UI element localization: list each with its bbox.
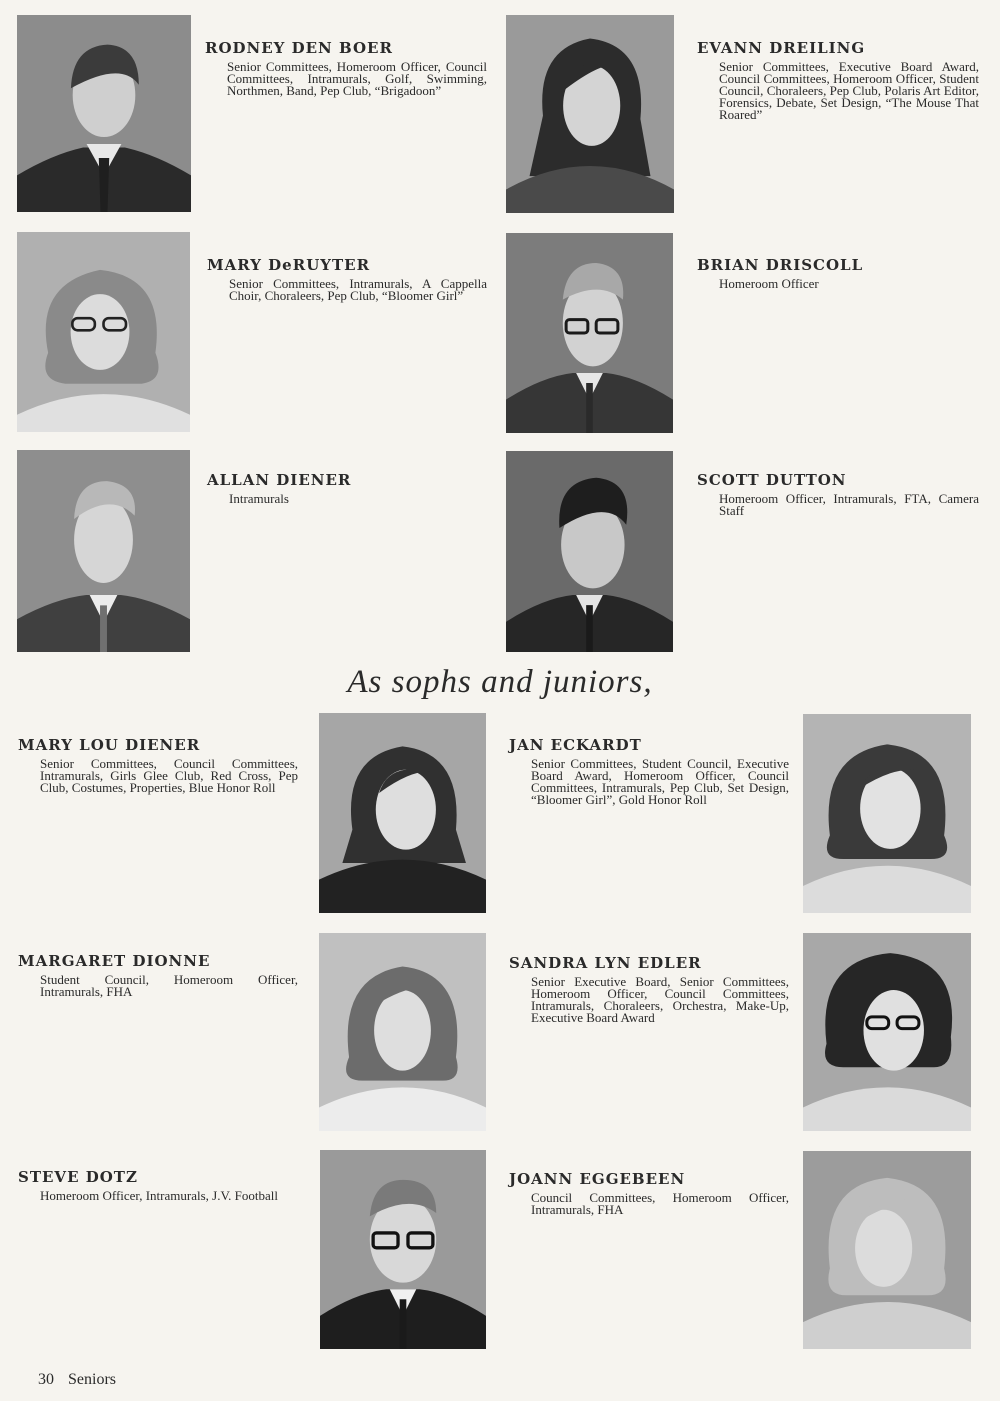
portrait-photo	[803, 933, 971, 1131]
student-activities: Homeroom Officer	[719, 276, 819, 291]
section-label: Seniors	[68, 1371, 116, 1388]
student-entry	[18, 736, 298, 794]
student-name: JOANN EGGEBEEN	[509, 1170, 686, 1188]
student-entry	[205, 39, 487, 97]
student-name: EVANN DREILING	[697, 39, 866, 57]
page-footer	[38, 1371, 116, 1389]
page-number: 30	[38, 1371, 54, 1388]
student-entry	[697, 471, 979, 517]
student-name: ALLAN DIENER	[207, 471, 352, 489]
student-name: BRIAN DRISCOLL	[697, 256, 864, 274]
portrait-photo	[320, 1150, 486, 1349]
student-entry	[207, 471, 487, 505]
student-activities: Senior Committees, Homeroom Officer, Council Committees, Intramurals, Golf, Swimming, Northmen, Band, Pep Club, “Brigadoon”	[227, 59, 487, 98]
portrait-photo	[319, 713, 486, 913]
student-activities: Senior Committees, Student Council, Executive Board Award, Homeroom Officer, Council Committees, Intramurals, Pep Club, Set Design, “Bloomer Girl”, Gold Honor Roll	[531, 756, 789, 807]
portrait-photo	[803, 1151, 971, 1349]
student-activities: Homeroom Officer, Intramurals, J.V. Football	[40, 1188, 279, 1203]
portrait-photo	[506, 233, 673, 433]
student-entry	[18, 952, 298, 998]
student-name: STEVE DOTZ	[18, 1168, 138, 1186]
student-entry	[207, 256, 487, 302]
student-activities: Homeroom Officer, Intramurals, FTA, Camera Staff	[719, 491, 979, 518]
student-activities: Senior Executive Board, Senior Committees, Homeroom Officer, Council Committees, Intramurals, Choraleers, Orchestra, Make-Up, Executive Board Award	[531, 974, 789, 1025]
student-name: MARGARET DIONNE	[18, 952, 211, 970]
student-entry	[509, 1170, 789, 1216]
student-name: SCOTT DUTTON	[697, 471, 847, 489]
portrait-photo	[506, 451, 673, 652]
section-heading: As sophs and juniors,	[347, 664, 653, 700]
student-activities: Senior Committees, Council Committees, Intramurals, Girls Glee Club, Red Cross, Pep Club, Costumes, Properties, Blue Honor Roll	[40, 756, 298, 795]
student-name: MARY DeRUYTER	[207, 256, 371, 274]
student-entry	[509, 954, 789, 1024]
student-entry	[509, 736, 789, 806]
student-name: SANDRA LYN EDLER	[509, 954, 702, 972]
student-name: JAN ECKARDT	[509, 736, 642, 754]
portrait-photo	[803, 714, 971, 913]
portrait-photo	[17, 15, 191, 212]
student-name: MARY LOU DIENER	[18, 736, 201, 754]
student-activities: Senior Committees, Intramurals, A Cappella Choir, Choraleers, Pep Club, “Bloomer Girl”	[229, 276, 487, 303]
student-name: RODNEY DEN BOER	[205, 39, 393, 57]
student-activities: Council Committees, Homeroom Officer, Intramurals, FHA	[531, 1190, 789, 1217]
student-activities: Senior Committees, Executive Board Award, Council Committees, Homeroom Officer, Student Council, Choraleers, Pep Club, Polaris Art Editor, Forensics, Debate, Set Design, “The Mouse That Roared”	[719, 59, 979, 122]
student-entry	[697, 256, 979, 290]
portrait-photo	[319, 933, 486, 1131]
portrait-photo	[506, 15, 674, 213]
student-entry	[18, 1168, 298, 1202]
portrait-photo	[17, 232, 190, 432]
student-entry	[697, 39, 979, 121]
portrait-photo	[17, 450, 190, 652]
student-activities: Student Council, Homeroom Officer, Intramurals, FHA	[40, 972, 298, 999]
student-activities: Intramurals	[229, 491, 289, 506]
